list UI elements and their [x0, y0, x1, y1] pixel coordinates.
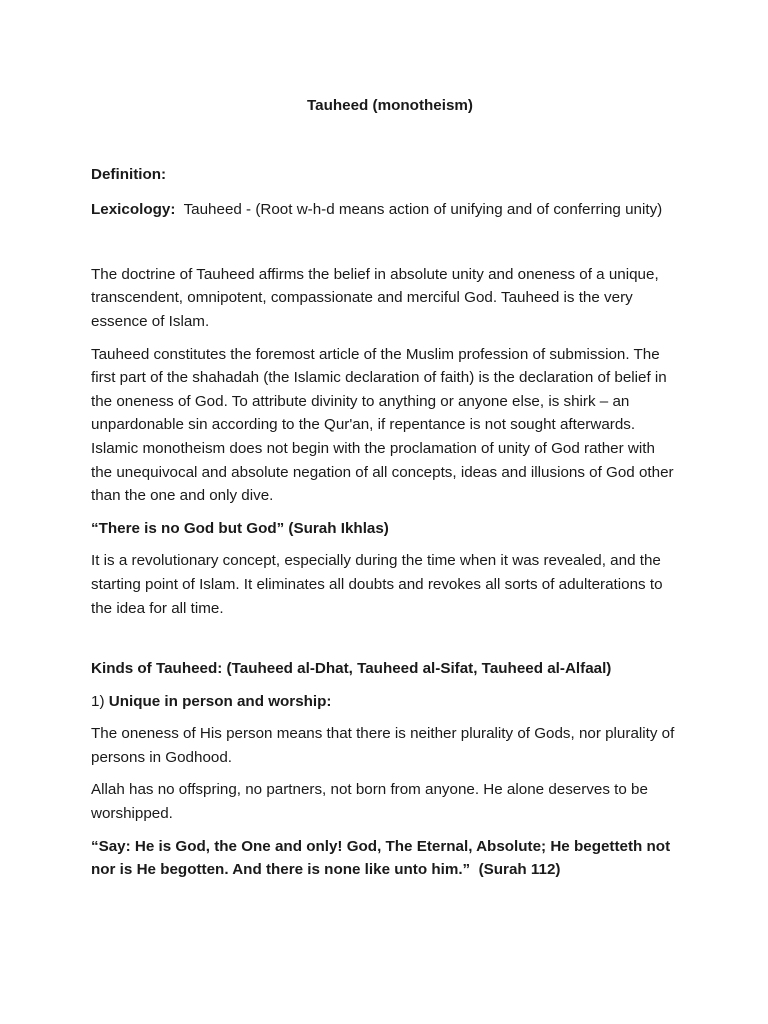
document-body: [91, 94, 679, 891]
constitutes-paragraph: Tauheed constitutes the foremost article of the Muslim profession of submission. The first part of the shahadah (the Islamic declaration of faith) is the declaration of belief in the oneness of God. To attribute divinity to anything or anyone else, is shirk – an unpardonable sin according to the Qur'an, if repentance is not sought afterwards. Islamic monotheism does not begin with the proclamation of unity of God rather with the unequivocal and absolute negation of all concepts, ideas and illusions of God other than the one and only dive.: [91, 345, 674, 505]
allah-paragraph: Allah has no offspring, no partners, not born from anyone. He alone deserves to be worshipped.: [91, 781, 648, 823]
kinds-heading: Kinds of Tauheed: (Tauheed al-Dhat, Tauheed al-Sifat, Tauheed al-Alfaal): [91, 660, 612, 678]
point-1-title: Unique in person and worship:: [108, 692, 332, 710]
ikhlas-quote: “There is no God but God” (Surah Ikhlas): [91, 519, 389, 537]
revolutionary-paragraph: It is a revolutionary concept, especially during the time when it was revealed, and the starting point of Islam. It eliminates all doubts and revokes all sorts of adulterations to the idea for all time.: [91, 552, 663, 617]
point-1-number: 1): [91, 692, 109, 710]
definition-heading: Definition:: [91, 165, 167, 183]
document-title: Tauheed (monotheism): [307, 97, 473, 114]
surah-112-quote: “Say: He is God, the One and only! God, The Eternal, Absolute; He begetteth not nor is He begotten. And there is none like unto him.” (Surah 112): [91, 837, 675, 879]
lexicology-label: Lexicology:: [91, 201, 176, 219]
lexicology-paragraph: [91, 198, 679, 222]
oneness-paragraph: The oneness of His person means that there is neither plurality of Gods, nor plurality of persons in Godhood.: [91, 725, 675, 766]
lexicology-text: Tauheed - (Root w-h-d means action of unifying and of conferring unity): [175, 201, 663, 219]
doctrine-paragraph: The doctrine of Tauheed affirms the belief in absolute unity and oneness of a unique, transcendent, omnipotent, compassionate and merciful God. Tauheed is the very essence of Islam.: [91, 265, 659, 330]
point-1-heading: [91, 690, 679, 714]
